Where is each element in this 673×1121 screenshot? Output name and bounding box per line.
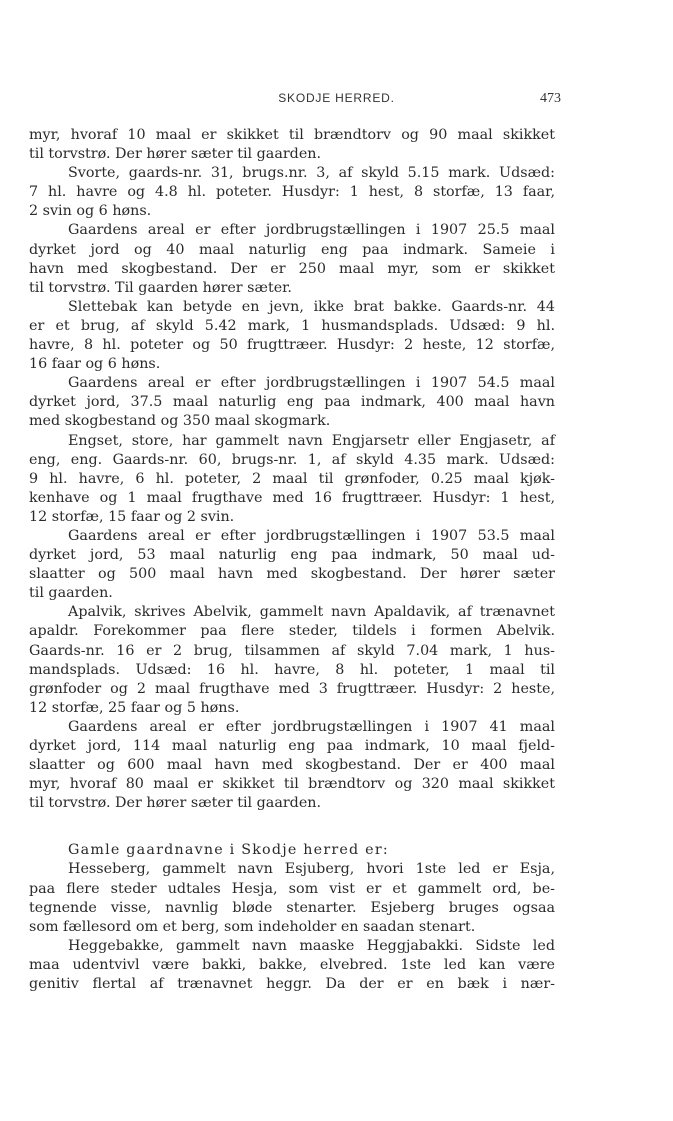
text-line: havn med skogbestand. Der er 250 maal myr, som er skikket (29, 260, 555, 277)
text-line: Slettebak kan betyde en jevn, ikke brat bakke. Gaards-nr. 44 (68, 298, 555, 315)
text-line: grønfoder og 2 maal frugthave med 3 frugttræer. Husdyr: 2 heste, (29, 680, 555, 697)
text-line: Heggebakke, gammelt navn maaske Heggjabakki. Sidste led (68, 937, 555, 954)
text-line: Gaards-nr. 16 er 2 brug, tilsammen af skyld 7.04 mark, 1 hus- (29, 642, 555, 659)
text-line: 16 faar og 6 høns. (29, 356, 161, 373)
text-line: dyrket jord og 40 maal naturlig eng paa indmark. Sameie i (29, 241, 555, 258)
text-line: Gaardens areal er efter jordbrugstællingen i 1907 54.5 maal (68, 375, 555, 392)
page-header (0, 91, 673, 111)
text-line: mandsplads. Udsæd: 16 hl. havre, 8 hl. poteter, 1 maal til (29, 661, 555, 678)
text-line: havre, 8 hl. poteter og 50 frugttræer. Husdyr: 2 heste, 12 storfæ, (29, 337, 555, 354)
entries-block (29, 126, 555, 813)
text-line: eng, eng. Gaards-nr. 60, brugs-nr. 1, af skyld 4.35 mark. Udsæd: (29, 451, 555, 468)
text-line: 12 storfæ, 15 faar og 2 svin. (29, 508, 235, 525)
text-line: myr, hvoraf 10 maal er skikket til brændtorv og 90 maal skikket (29, 127, 555, 143)
text-line: dyrket jord, 53 maal naturlig eng paa indmark, 50 maal ud- (29, 547, 555, 564)
text-line: Svorte, gaards-nr. 31, brugs.nr. 3, af skyld 5.15 mark. Udsæd: (68, 165, 555, 182)
text-line: dyrket jord, 114 maal naturlig eng paa indmark, 10 maal fjeld- (29, 738, 555, 754)
text-line: Gaardens areal er efter jordbrugstællingen i 1907 25.5 maal (68, 222, 555, 239)
text-line: Apalvik, skrives Abelvik, gammelt navn Apaldavik, af trænavnet (68, 604, 555, 621)
text-line: myr, hvoraf 80 maal er skikket til brændtorv og 320 maal skikket (29, 776, 555, 793)
text-line: til torvstrø. Der hører sæter til gaarden. (29, 146, 322, 163)
text-line: dyrket jord, 37.5 maal naturlig eng paa indmark, 400 maal havn (29, 394, 555, 411)
text-line: Engset, store, har gammelt navn Engjarsetr eller Engjasetr, af (68, 432, 555, 449)
text-line: til torvstrø. Til gaarden hører sæter. (29, 279, 292, 296)
text-line: 7 hl. havre og 4.8 hl. poteter. Husdyr: 1 hest, 8 storfæ, 13 faar, (29, 184, 555, 201)
text-line: apaldr. Forekommer paa flere steder, tildels i formen Abelvik. (29, 623, 555, 640)
text-line: 12 storfæ, 25 faar og 5 høns. (29, 699, 240, 716)
text-line: kenhave og 1 maal frugthave med 16 frugttræer. Husdyr: 1 hest, (29, 489, 555, 506)
text-line: med skogbestand og 350 maal skogmark. (29, 413, 331, 430)
running-title: SKODJE HERRED. (278, 91, 395, 105)
page-number: 473 (540, 91, 561, 106)
text-line: til torvstrø. Der hører sæter til gaarden. (29, 795, 322, 812)
text-line: paa flere steder udtales Hesja, som vist er et gammelt ord, be- (29, 880, 555, 897)
text-line: tegnende visse, navnlig bløde stenarter. Esjeberg bruges ogsaa (29, 899, 555, 916)
text-line: til gaarden. (29, 585, 113, 602)
text-line: Gaardens areal er efter jordbrugstællingen i 1907 41 maal (68, 718, 555, 735)
section-gap (29, 813, 555, 841)
text-line: 2 svin og 6 høns. (29, 203, 152, 220)
text-line: som fællesord om et berg, som indeholder en saadan stenart. (29, 918, 476, 935)
body-text (29, 126, 555, 994)
text-line: Hesseberg, gammelt navn Esjuberg, hvori 1ste led er Esja, (68, 861, 555, 878)
text-line: slaatter og 500 maal havn med skogbestand. Der hører sæter (29, 566, 555, 583)
text-line: 9 hl. havre, 6 hl. poteter, 2 maal til grønfoder, 0.25 maal kjøk- (29, 470, 555, 487)
text-line: er et brug, af skyld 5.42 mark, 1 husmandsplads. Udsæd: 9 hl. (29, 317, 555, 334)
section-text-block (29, 860, 555, 994)
section-heading: Gamle gaardnavne i Skodje herred er: (68, 842, 389, 859)
text-line: maa udentvivl være bakki, bakke, elvebred. 1ste led kan være (29, 956, 555, 973)
text-line: Gaardens areal er efter jordbrugstællingen i 1907 53.5 maal (68, 527, 555, 544)
text-line: slaatter og 600 maal havn med skogbestand. Der er 400 maal (29, 757, 555, 774)
text-line: genitiv flertal af trænavnet heggr. Da der er en bæk i nær- (29, 976, 555, 993)
